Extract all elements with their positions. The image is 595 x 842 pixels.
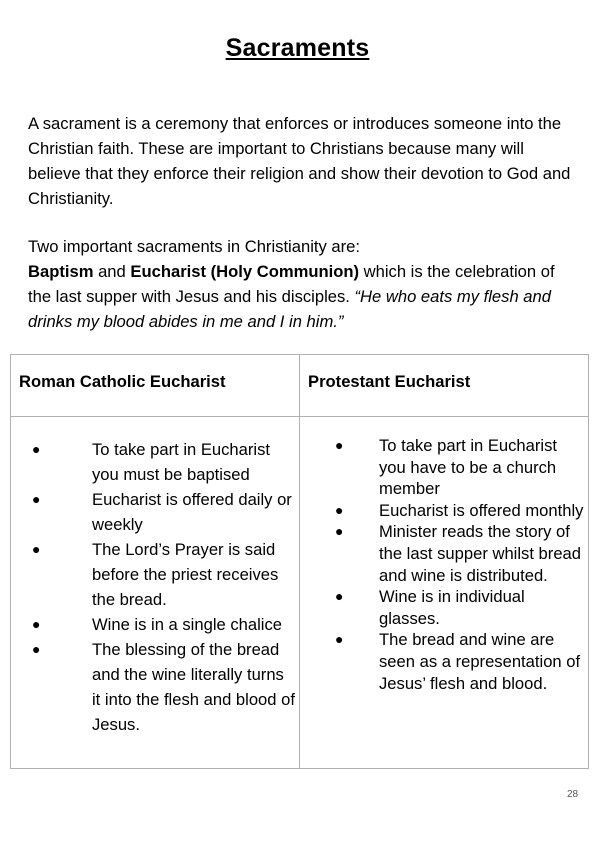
bullet-icon: ●	[32, 491, 41, 507]
list-item: ● Minister reads the story of the last supper whilst bread and wine is distributed.	[335, 522, 582, 585]
list-item: ● Wine is in individual glasses.	[335, 587, 525, 628]
table-header-row	[11, 355, 589, 417]
paragraph-rest: which is the celebration of the last supper with Jesus and his disciples.	[28, 262, 555, 306]
header-catholic: Roman Catholic Eucharist	[19, 372, 226, 391]
term-eucharist: Eucharist (Holy Communion)	[130, 262, 360, 281]
list-item: ● To take part in Eucharist you have to be a church member	[335, 436, 558, 499]
header-protestant: Protestant Eucharist	[308, 372, 471, 391]
bullet-icon: ●	[335, 588, 344, 605]
page-number: 28	[567, 789, 579, 800]
list-item: ● Eucharist is offered monthly	[335, 500, 584, 520]
bullet-icon: ●	[335, 437, 344, 453]
intro-paragraph: A sacrament is a ceremony that enforces or introduces someone into the Christian faith. These are important to Christians because many will believe that they enforce their religion and show their devotion to God and Christianity.	[28, 114, 571, 208]
catholic-list	[11, 417, 299, 737]
sacraments-paragraph	[28, 234, 573, 334]
bullet-icon: ●	[32, 616, 41, 632]
bullet-icon: ●	[335, 501, 344, 518]
protestant-list	[300, 417, 588, 694]
list-item: ● To take part in Eucharist you must be baptised	[11, 437, 299, 487]
and-text: and	[93, 262, 131, 281]
comparison-table	[10, 354, 589, 769]
bullet-icon: ●	[32, 441, 41, 457]
table-body-row	[11, 417, 589, 769]
paragraph-lead: Two important sacraments in Christianity are:	[28, 237, 360, 256]
list-item: ● Eucharist is offered daily or weekly	[11, 487, 299, 537]
bullet-icon: ●	[335, 523, 344, 540]
bullet-icon: ●	[32, 641, 41, 657]
term-baptism: Baptism	[28, 262, 94, 281]
list-item: ● The Lord’s Prayer is said before the priest receives the bread.	[11, 537, 299, 612]
list-item: ● The blessing of the bread and the wine literally turns it into the flesh and blood of Jesus.	[11, 637, 299, 737]
bullet-icon: ●	[335, 631, 344, 648]
list-item: ● Wine is in a single chalice	[11, 612, 299, 637]
bullet-icon: ●	[32, 541, 41, 557]
list-item: ● The bread and wine are seen as a representation of Jesus’ flesh and blood.	[335, 630, 581, 693]
page-title: Sacraments	[225, 34, 370, 62]
bible-quote: “He who eats my flesh and drinks my blood abides in me and I in him.”	[28, 287, 551, 331]
